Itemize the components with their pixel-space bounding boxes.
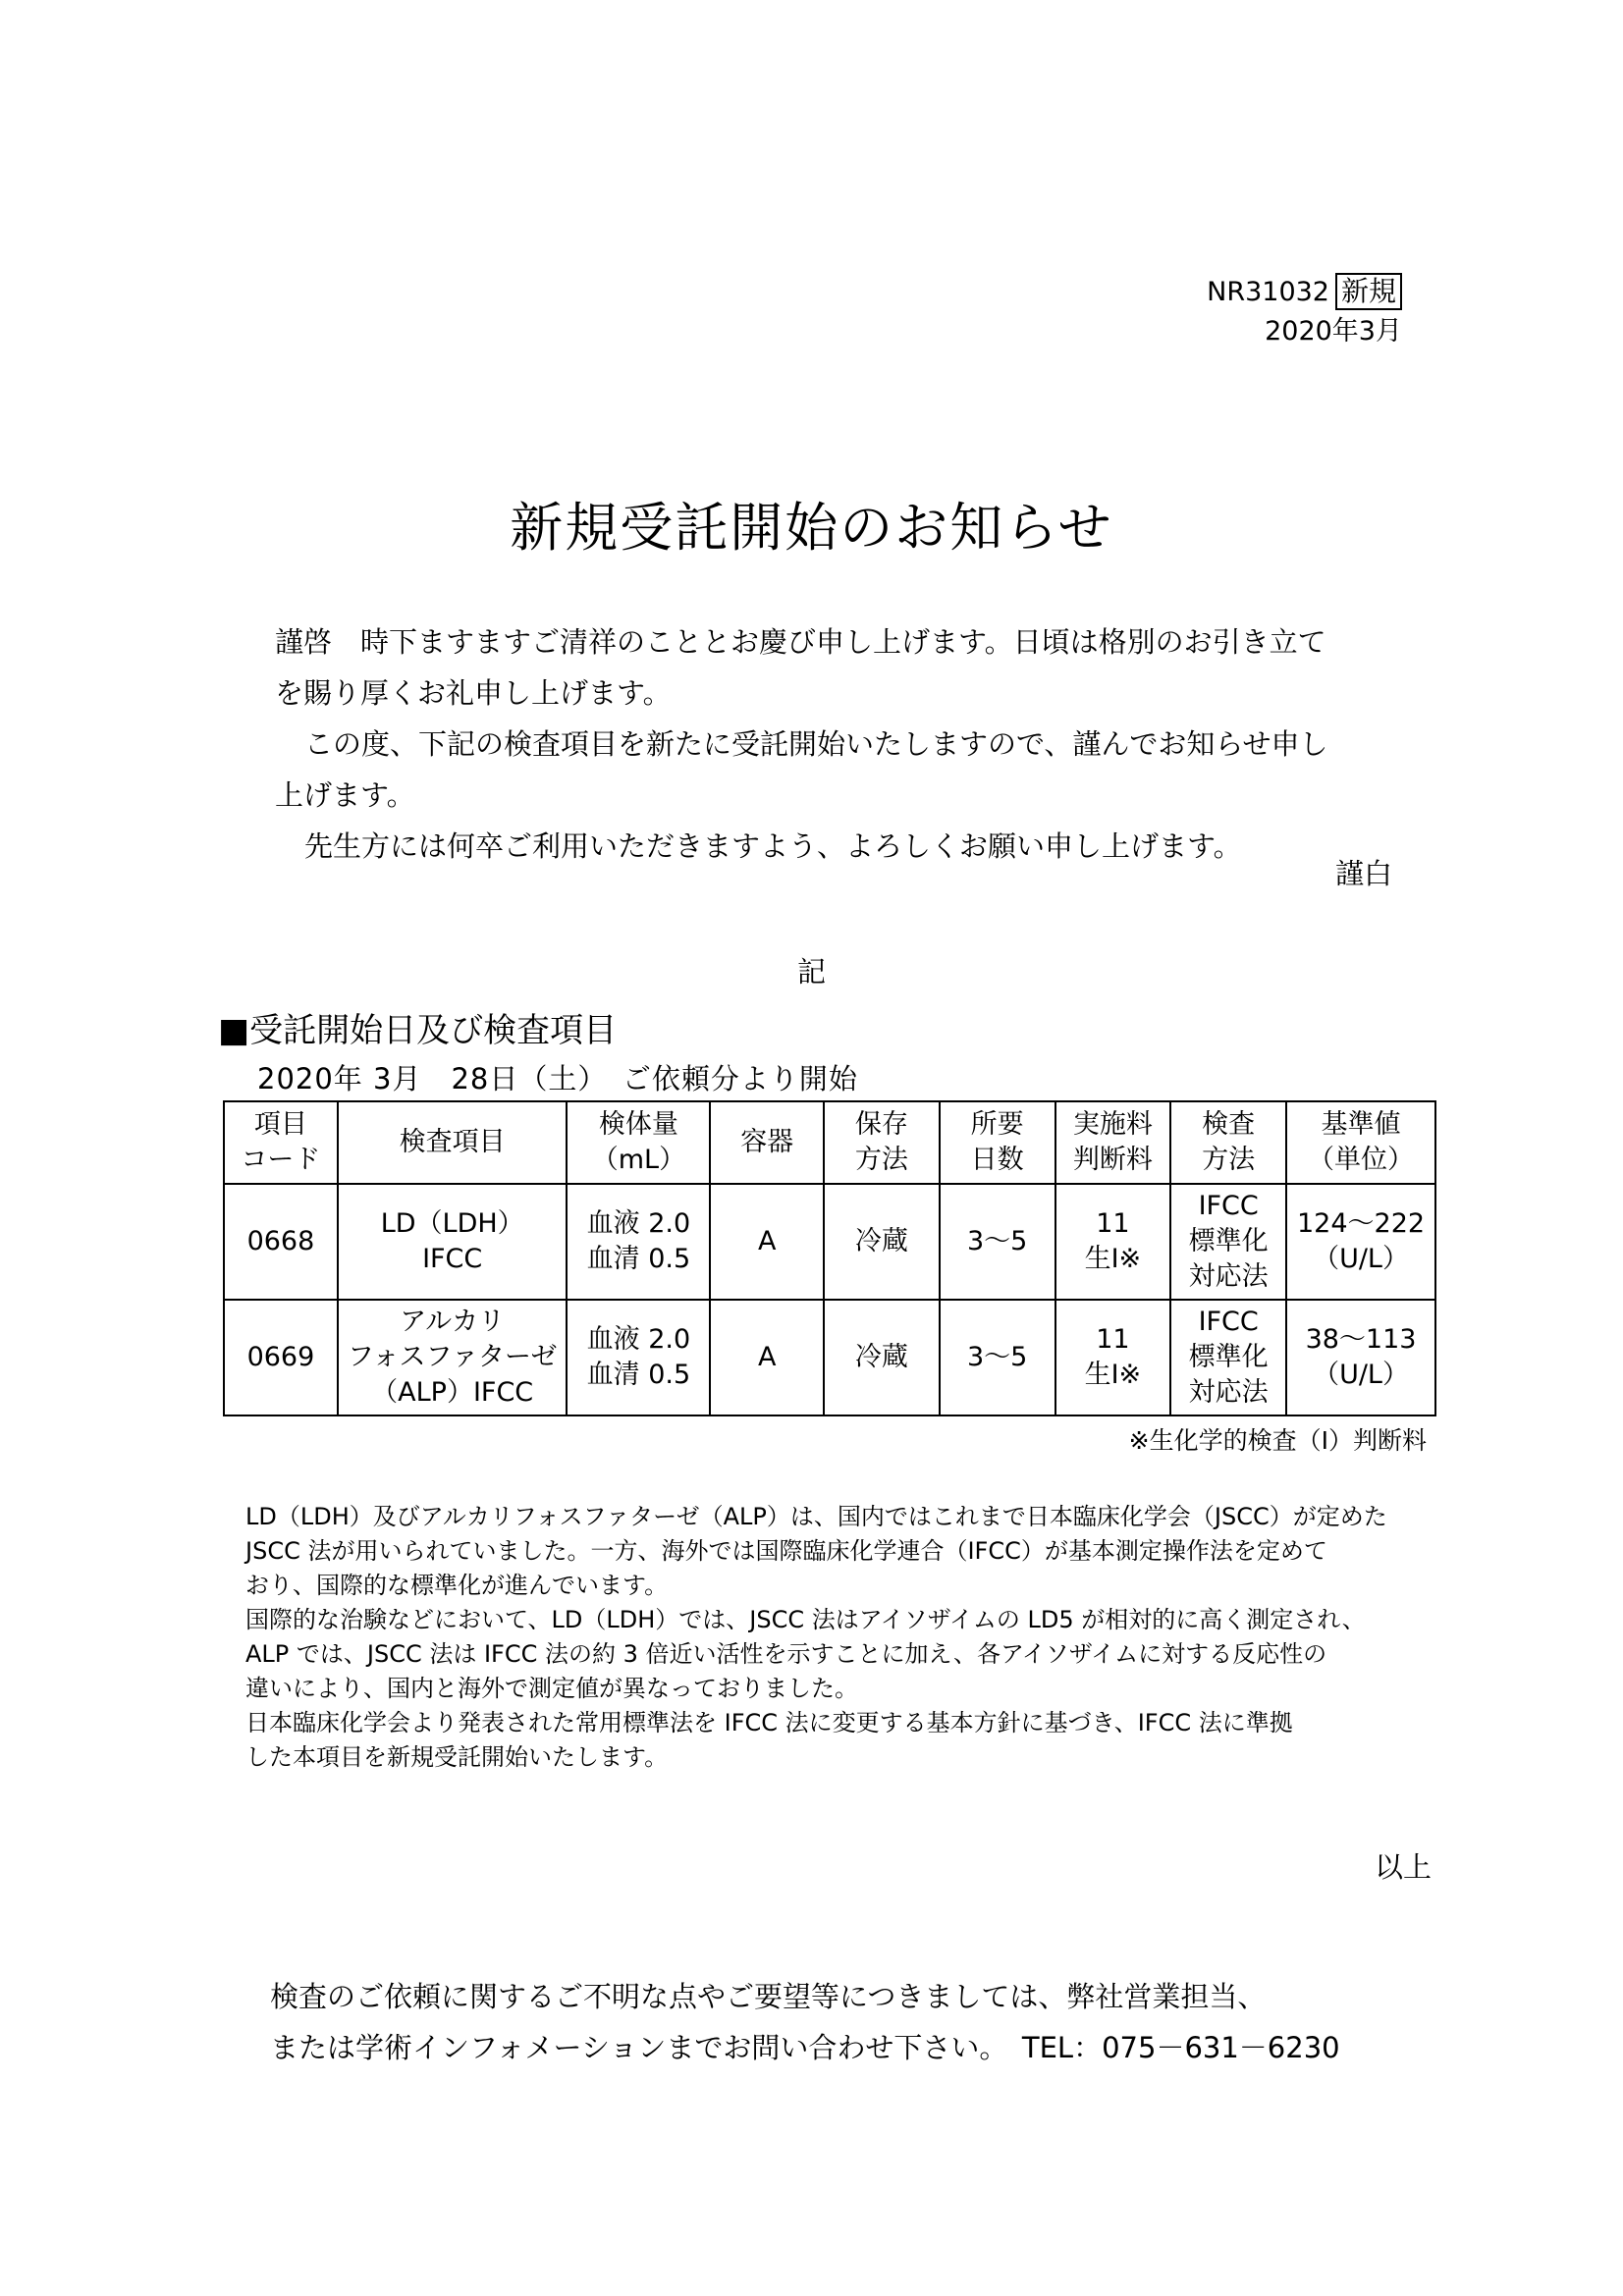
cell-volume: 血液 2.0 血清 0.5 — [567, 1184, 710, 1300]
description-line: 違いにより、国内と海外で測定値が異なっておりました。 — [245, 1675, 858, 1702]
greeting-paragraph — [275, 616, 1424, 872]
cell-container: A — [710, 1300, 824, 1415]
greeting-line-2: を賜り厚くお礼申し上げます。 — [275, 676, 672, 710]
cell-code: 0669 — [224, 1300, 338, 1415]
cell-volume: 血液 2.0 血清 0.5 — [567, 1300, 710, 1415]
cell-container: A — [710, 1184, 824, 1300]
page-title: 新規受託開始のお知らせ — [510, 497, 1113, 559]
announcement-line-2: 上げます。 — [275, 778, 415, 812]
cell-code: 0668 — [224, 1184, 338, 1300]
document-number — [1207, 273, 1402, 312]
cell-item: LD（LDH） IFCC — [338, 1184, 568, 1300]
header-container: 容器 — [710, 1101, 824, 1184]
header-reference: 基準値 （単位） — [1286, 1101, 1435, 1184]
document-number-text: NR31032 — [1207, 277, 1329, 307]
cell-storage: 冷蔵 — [824, 1184, 940, 1300]
section-heading: ■受託開始日及び検査項目 — [218, 1011, 618, 1050]
table-row — [224, 1300, 1435, 1415]
table-header-row — [224, 1101, 1435, 1184]
ki-heading: 記 — [796, 955, 826, 988]
header-fee: 実施料 判断料 — [1055, 1101, 1171, 1184]
description-line: LD（LDH）及びアルカリフォスファターゼ（ALP）は、国内ではこれまで日本臨床化学会（JSCC）が定めた — [245, 1503, 1387, 1530]
table-footnote: ※生化学的検査（Ⅰ）判断料 — [1128, 1426, 1427, 1455]
header-volume: 検体量 （mL） — [567, 1101, 710, 1184]
header-days: 所要 日数 — [940, 1101, 1055, 1184]
cell-fee: 11 生Ⅰ※ — [1055, 1300, 1171, 1415]
cell-reference: 38～113 （U/L） — [1286, 1300, 1435, 1415]
description-line: 国際的な治験などにおいて、LD（LDH）では、JSCC 法はアイソザイムの LD5 が相対的に高く測定され、 — [245, 1606, 1366, 1633]
greeting-line-1: 謹啓 時下ますますご清祥のこととお慶び申し上げます。日頃は格別のお引き立て — [275, 625, 1326, 659]
table-row — [224, 1184, 1435, 1300]
closing-ijo: 以上 — [1374, 1850, 1432, 1884]
description-line: した本項目を新規受託開始いたします。 — [245, 1743, 669, 1771]
description-line: JSCC 法が用いられていました。一方、海外では国際臨床化学連合（IFCC）が基本測定操作法を定めて — [245, 1537, 1327, 1565]
cell-method: IFCC 標準化 対応法 — [1170, 1300, 1286, 1415]
cell-days: 3～5 — [940, 1184, 1055, 1300]
issue-date: 2020年3月 — [1265, 316, 1402, 347]
header-storage: 保存 方法 — [824, 1101, 940, 1184]
contact-line-2: または学術インフォメーションまでお問い合わせ下さい。 TEL：075－631－6230 — [270, 2031, 1340, 2064]
announcement-line-1: この度、下記の検査項目を新たに受託開始いたしますので、謹んでお知らせ申し — [304, 727, 1328, 761]
header-item: 検査項目 — [338, 1101, 568, 1184]
header-code: 項目 コード — [224, 1101, 338, 1184]
cell-days: 3～5 — [940, 1300, 1055, 1415]
new-badge: 新規 — [1335, 273, 1402, 310]
start-date: 2020年 3月 28日（土） ご依頼分より開始 — [257, 1062, 858, 1095]
description-line: おり、国際的な標準化が進んでいます。 — [245, 1572, 669, 1599]
request-line: 先生方には何卒ご利用いただきますよう、よろしくお願い申し上げます。 — [304, 829, 1242, 863]
cell-reference: 124～222 （U/L） — [1286, 1184, 1435, 1300]
test-items-table — [223, 1100, 1436, 1416]
cell-method: IFCC 標準化 対応法 — [1170, 1184, 1286, 1300]
description-line: ALP では、JSCC 法は IFCC 法の約 3 倍近い活性を示すことに加え、各アイソザイムに対する反応性の — [245, 1640, 1327, 1668]
contact-line-1: 検査のご依頼に関するご不明な点やご要望等につきましては、弊社営業担当、 — [270, 1980, 1267, 2013]
description-paragraph — [245, 1500, 1434, 1775]
header-method: 検査 方法 — [1170, 1101, 1286, 1184]
cell-fee: 11 生Ⅰ※ — [1055, 1184, 1171, 1300]
description-line: 日本臨床化学会より発表された常用標準法を IFCC 法に変更する基本方針に基づき、IFCC 法に準拠 — [245, 1709, 1293, 1736]
contact-info — [270, 1971, 1340, 2073]
cell-storage: 冷蔵 — [824, 1300, 940, 1415]
cell-item: アルカリ フォスファターゼ （ALP）IFCC — [338, 1300, 568, 1415]
closing-word: 謹白 — [1334, 857, 1392, 890]
